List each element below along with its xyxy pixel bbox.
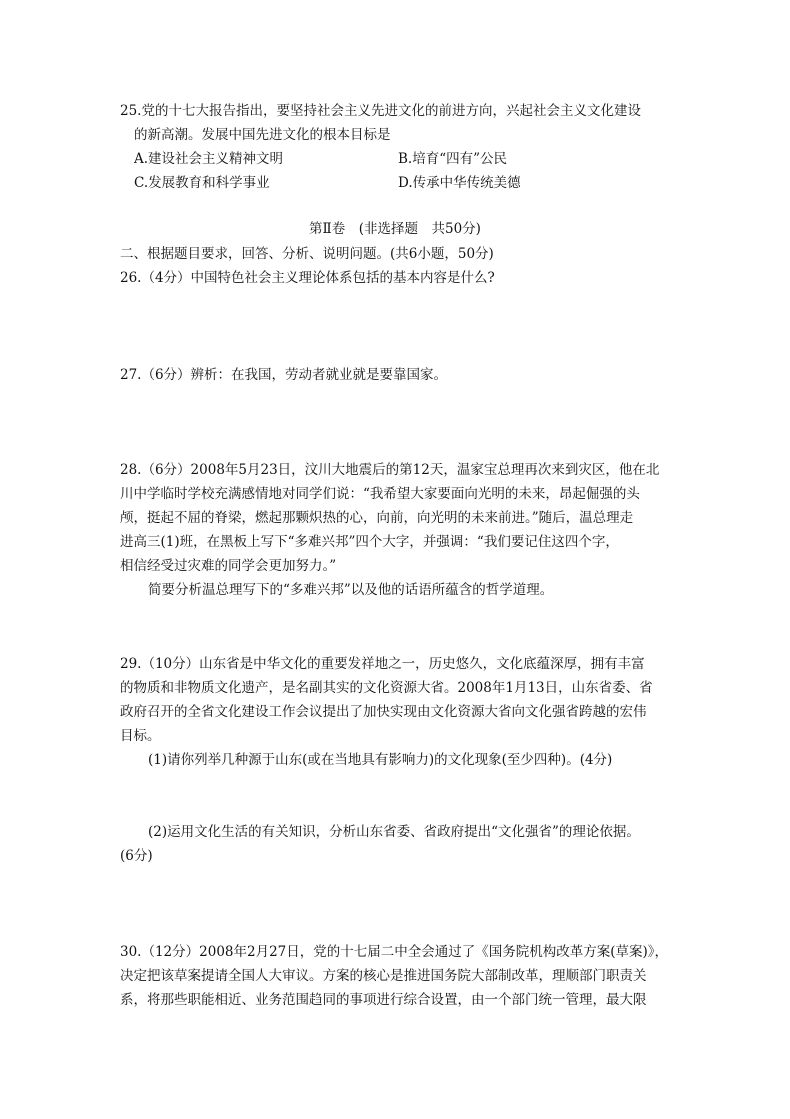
q29-sub-question-2-line-2: (6分) [120, 848, 153, 864]
q29-line-3: 政府召开的全省文化建设工作会议提出了加快实现由文化资源大省向文化强省跨越的宏伟 [120, 704, 647, 720]
section-instruction: 二、根据题目要求，回答、分析、说明问题。(共6小题，50分) [120, 246, 494, 262]
q28-line-4: 进高三(1)班，在黑板上写下“多难兴邦”四个大字，并强调：“我们要记住这四个字， [120, 534, 619, 550]
q29-sub-question-1: (1)请你列举几种源于山东(或在当地具有影响力)的文化现象(至少四种)。(4分) [148, 752, 613, 768]
q28-line-1: 28.（6分）2008年5月23日，汶川大地震后的第12天，温家宝总理再次来到灾区，他在北 [120, 462, 660, 478]
q29-line-4: 目标。 [120, 728, 161, 744]
q25-stem-line-1: 25.党的十七大报告指出，要坚持社会主义先进文化的前进方向，兴起社会主义文化建设 [120, 103, 641, 119]
q28-line-5: 相信经受过灾难的同学会更加努力。” [120, 558, 337, 574]
q26-stem: 26.（4分）中国特色社会主义理论体系包括的基本内容是什么? [120, 270, 495, 286]
q25-option-d: D.传承中华传统美德 [398, 175, 521, 191]
q25-stem-line-2: 的新高潮。发展中国先进文化的根本目标是 [134, 127, 391, 143]
q25-option-a: A.建设社会主义精神文明 [134, 151, 284, 167]
q28-question: 简要分析温总理写下的“多难兴邦”以及他的话语所蕴含的哲学道理。 [148, 582, 554, 598]
section-title: 第Ⅱ卷 (非选择题 共50分) [309, 221, 481, 237]
q29-sub-question-2-line-1: (2)运用文化生活的有关知识，分析山东省委、省政府提出“文化强省”的理论依据。 [148, 824, 640, 840]
q27-stem: 27.（6分）辨析：在我国，劳动者就业就是要靠国家。 [120, 367, 448, 383]
q29-line-1: 29.（10分）山东省是中华文化的重要发祥地之一，历史悠久，文化底蕴深厚，拥有丰富 [120, 656, 645, 672]
q25-option-b: B.培育“四有”公民 [398, 151, 508, 167]
q30-line-2: 决定把该草案提请全国人大审议。方案的核心是推进国务院大部制改革，理顺部门职责关 [120, 968, 647, 984]
q28-line-3: 颅，挺起不屈的脊梁，燃起那颗炽热的心，向前，向光明的未来前进。”随后，温总理走 [120, 510, 634, 526]
q29-line-2: 的物质和非物质文化遗产，是名副其实的文化资源大省。2008年1月13日，山东省委、省 [120, 680, 653, 696]
q28-line-2: 川中学临时学校充满感情地对同学们说：“我希望大家要面向光明的未来，昂起倔强的头 [120, 486, 640, 502]
q30-line-1: 30.（12分）2008年2月27日，党的十七届二中全会通过了《国务院机构改革方案(草案)》， [120, 944, 669, 960]
q30-line-3: 系，将那些职能相近、业务范围趋同的事项进行综合设置，由一个部门统一管理，最大限 [120, 992, 647, 1008]
q25-option-c: C.发展教育和科学事业 [134, 175, 270, 191]
